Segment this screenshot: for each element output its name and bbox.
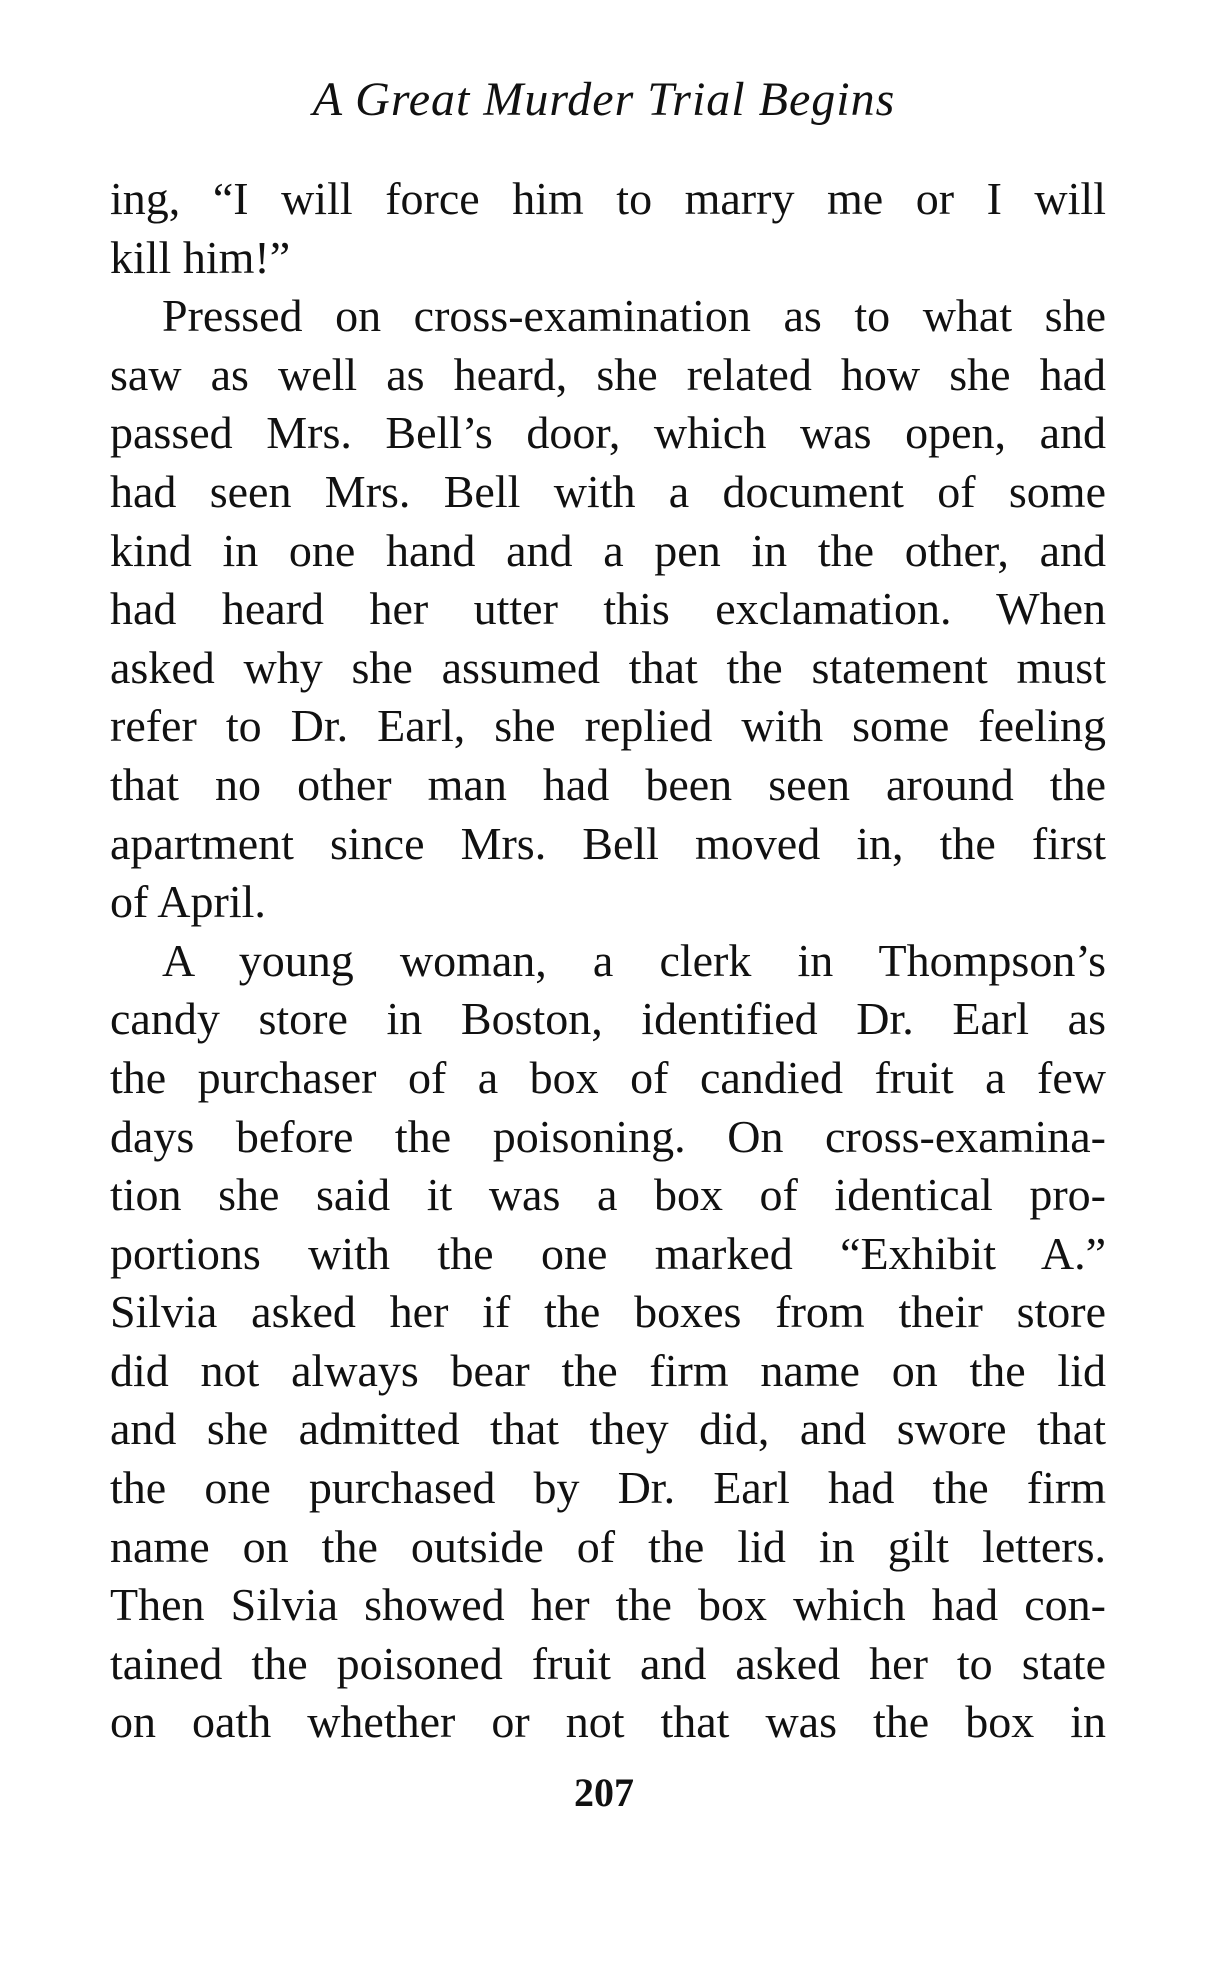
text-line: on oath whether or not that was the box in <box>110 1696 1106 1748</box>
text-line: the one purchased by Dr. Earl had the firm <box>110 1462 1106 1514</box>
text-line: candy store in Boston, identified Dr. Earl as <box>110 993 1106 1045</box>
paragraph-first-line: Pressed on cross-examination as to what she <box>162 290 1106 342</box>
text-line: refer to Dr. Earl, she replied with some feeling <box>110 700 1106 752</box>
text-line: saw as well as heard, she related how she had <box>110 348 1106 400</box>
text-line: passed Mrs. Bell’s door, which was open, and <box>110 407 1106 459</box>
paragraph-first-line: A young woman, a clerk in Thompson’s <box>162 934 1106 986</box>
text-line: apartment since Mrs. Bell moved in, the first <box>110 817 1106 869</box>
text-line: Then Silvia showed her the box which had con- <box>110 1579 1106 1631</box>
text-line: had heard her utter this exclamation. When <box>110 583 1106 635</box>
text-line: portions with the one marked “Exhibit A.” <box>110 1227 1106 1279</box>
text-line: kill him!” <box>110 231 291 283</box>
text-line: that no other man had been seen around the <box>110 758 1106 810</box>
text-line: tained the poisoned fruit and asked her to state <box>110 1637 1106 1689</box>
text-line: of April. <box>110 876 266 928</box>
text-line: kind in one hand and a pen in the other, and <box>110 524 1106 576</box>
page-number: 207 <box>574 1770 634 1815</box>
text-line: name on the outside of the lid in gilt letters. <box>110 1520 1106 1572</box>
body-text <box>110 170 1106 1752</box>
text-line: tion she said it was a box of identical pro- <box>110 1169 1106 1221</box>
text-line: and she admitted that they did, and swore that <box>110 1403 1106 1455</box>
text-line: ing, “I will force him to marry me or I will <box>110 173 1106 224</box>
text-line: Silvia asked her if the boxes from their store <box>110 1286 1106 1338</box>
running-head: A Great Murder Trial Begins <box>312 73 896 126</box>
text-line: had seen Mrs. Bell with a document of some <box>110 465 1106 517</box>
text-line: the purchaser of a box of candied fruit a few <box>110 1051 1106 1103</box>
text-line: days before the poisoning. On cross-examina- <box>110 1110 1106 1162</box>
text-line: asked why she assumed that the statement must <box>110 641 1106 693</box>
text-line: did not always bear the firm name on the lid <box>110 1344 1106 1396</box>
